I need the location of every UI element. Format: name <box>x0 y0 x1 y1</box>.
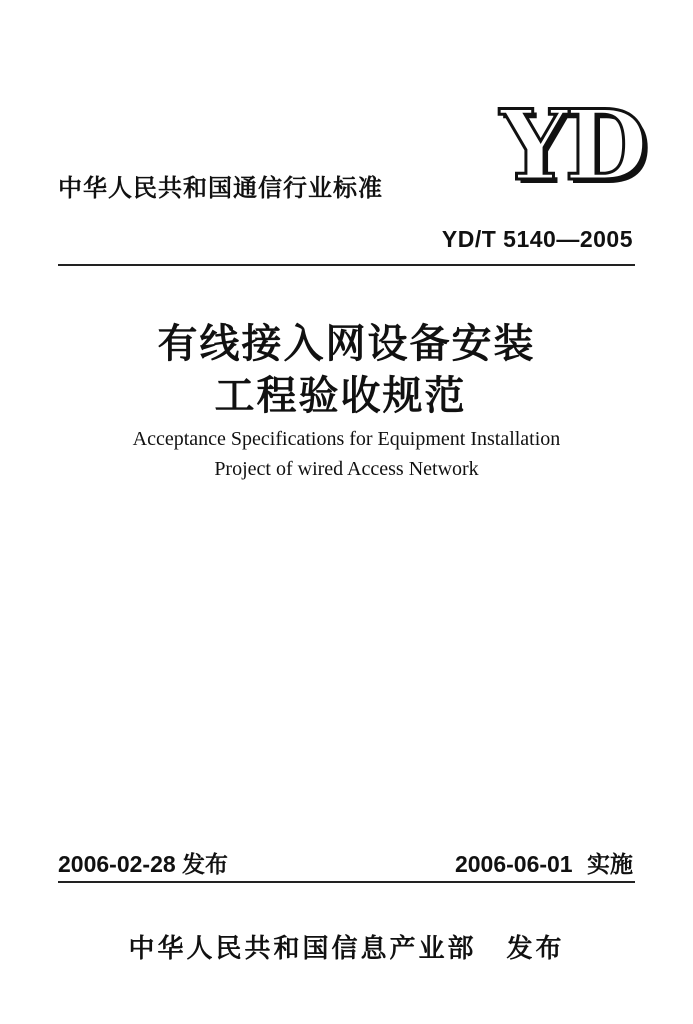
yd-logo: YD <box>500 89 644 202</box>
title-chinese-line2: 工程验收规范 <box>214 372 467 419</box>
standard-number: YD/T 5140—2005 <box>441 226 633 252</box>
title-english-line1: Acceptance Specifications for Equipment Installation <box>132 428 561 450</box>
bottom-divider <box>58 881 635 883</box>
top-divider <box>58 264 635 266</box>
issue-date: 2006-02-28 发布 <box>58 851 229 877</box>
title-english-line2: Project of wired Access Network <box>214 458 479 480</box>
title-chinese-line1: 有线接入网设备安装 <box>157 320 536 367</box>
standard-category: 中华人民共和国通信行业标准 <box>58 174 383 202</box>
implementation-date: 2006-06-01 实施 <box>454 851 633 877</box>
publisher: 中华人民共和国信息产业部 发布 <box>128 934 565 964</box>
